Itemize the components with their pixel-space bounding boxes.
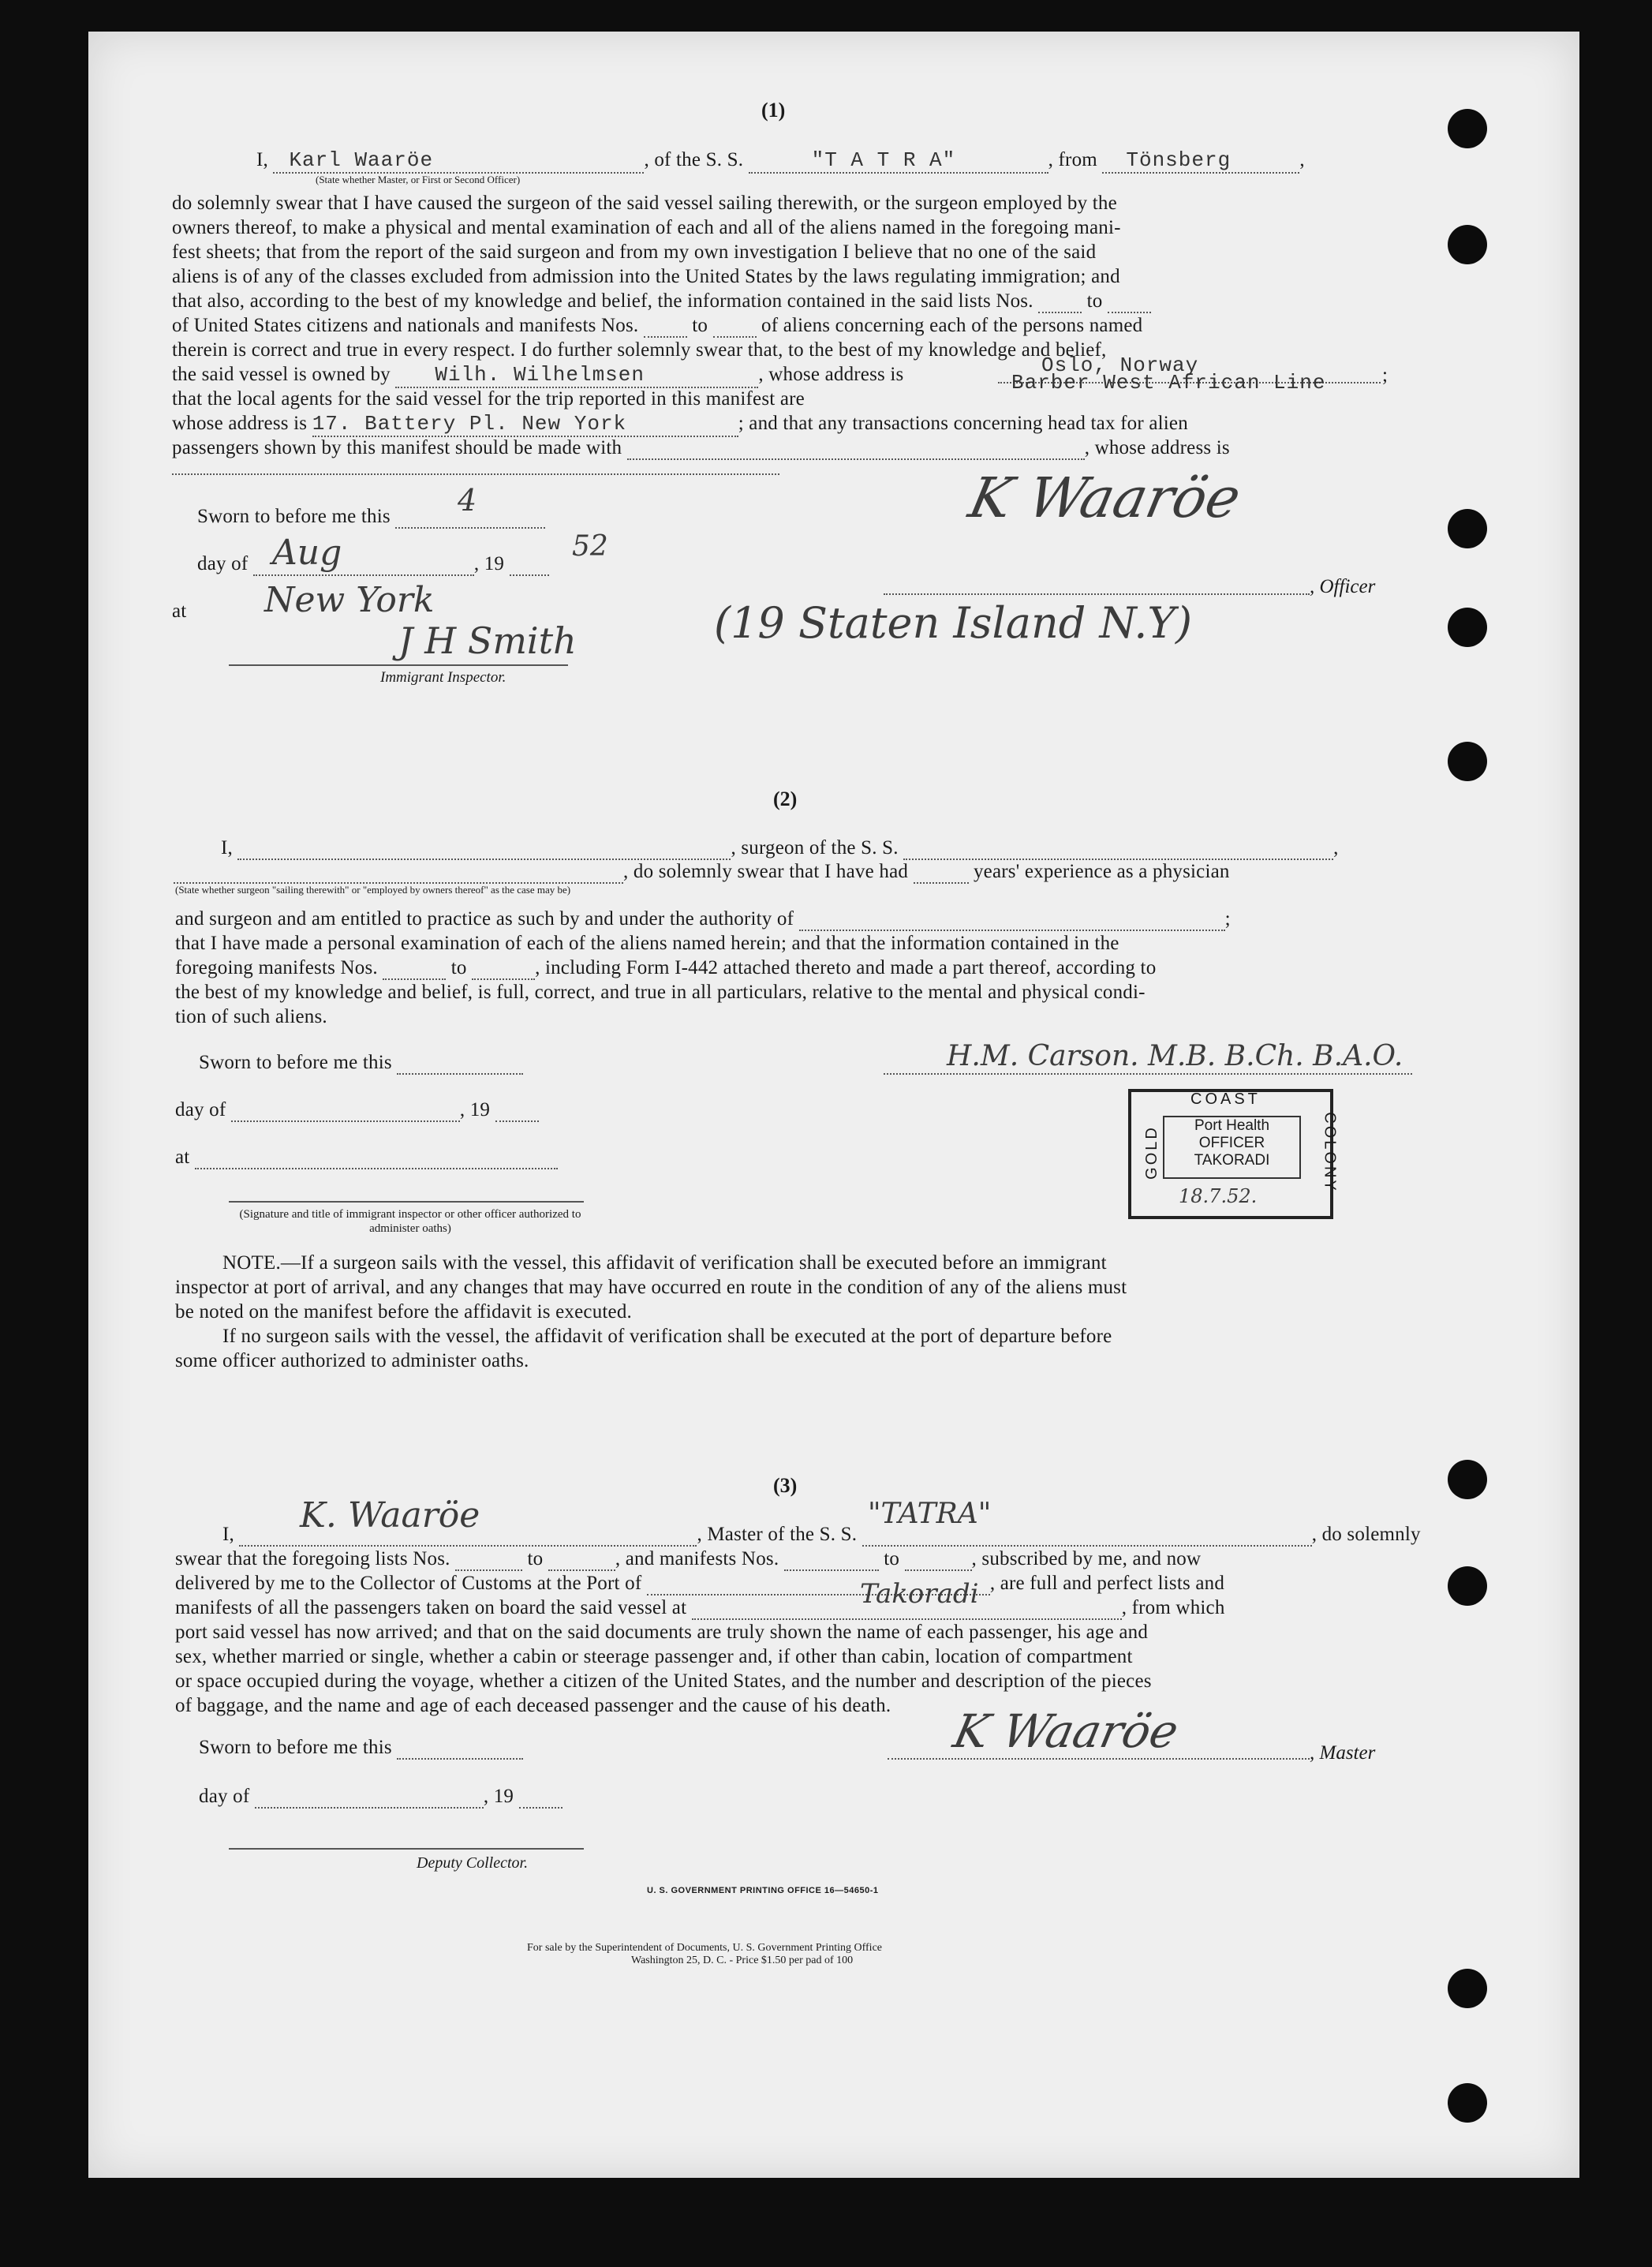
sworn-place: New York: [264, 580, 435, 620]
label: , do solemnly: [1311, 1524, 1421, 1545]
departure-port: Takoradi: [860, 1578, 979, 1610]
blank: [397, 1056, 523, 1075]
day-of-line-1: [197, 552, 549, 576]
label: ; and that any transactions concerning head tax for alien: [738, 413, 1188, 434]
section-2-line-1: I, , surgeon of the S. S. ,: [221, 837, 1339, 859]
section-2-line-2: [174, 860, 1230, 884]
sworn-month: Aug: [272, 533, 342, 573]
inspector-title: Immigrant Inspector.: [380, 669, 506, 686]
blank: [905, 1552, 972, 1571]
inspector-signature-line: [229, 664, 568, 666]
label: passengers shown by this manifest should be made with: [172, 437, 622, 458]
local-agents: Barber West African Line: [1011, 371, 1326, 395]
label: , Master of the S. S.: [697, 1524, 858, 1545]
body-line: do solemnly swear that I have caused the surgeon of the said vessel sailing therewith, or the surgeon employed by the: [172, 193, 1117, 214]
label: day of: [175, 1099, 226, 1120]
vessel-name: "T A T R A": [749, 148, 1048, 174]
label: of United States citizens and nationals and manifests Nos.: [172, 315, 639, 336]
note-line: If no surgeon sails with the vessel, the affidavit of verification shall be executed at the port of departure before: [222, 1326, 1112, 1347]
note-line: inspector at port of arrival, and any changes that may have occurred en route in the condition of any of the aliens must: [175, 1277, 1127, 1298]
blank-line: [172, 473, 779, 475]
master-signature-line: [888, 1758, 1310, 1760]
label: , surgeon of the S. S.: [731, 837, 899, 859]
binder-hole: [1448, 225, 1487, 264]
binder-hole: [1448, 509, 1487, 548]
authority-line: and surgeon and am entitled to practice as such by and under the authority of ;: [175, 908, 1231, 930]
stamp-right: COLONY: [1321, 1112, 1339, 1193]
label: of aliens concerning each of the persons named: [761, 315, 1143, 336]
body-line: owners thereof, to make a physical and mental examination of each and all of the aliens named in the foregoing mani-: [172, 217, 1121, 238]
officer-label: , Officer: [1310, 576, 1376, 597]
label: delivered by me to the Collector of Customs at the Port of: [175, 1573, 642, 1594]
label: years' experience as a physician: [973, 861, 1230, 882]
blank: [495, 1103, 539, 1122]
body-line: sex, whether married or single, whether a cabin or steerage passenger and, if other than cabin, location of compartment: [175, 1646, 1133, 1667]
sworn-line-2: [199, 1051, 523, 1075]
section-2-number: (2): [773, 787, 798, 810]
label: to: [692, 315, 708, 336]
master-signature: K Waaröe: [948, 1704, 1183, 1758]
label: that also, according to the best of my knowledge and belief, the information contained in the said lists Nos.: [172, 290, 1033, 312]
blank: [519, 1790, 563, 1809]
label: whose address is: [172, 413, 308, 434]
label: , do solemnly swear that I have had: [623, 861, 909, 882]
body-line: of baggage, and the name and age of each deceased passenger and the cause of his death.: [175, 1695, 891, 1716]
section-3-line-4: [175, 1596, 1225, 1620]
label: , 19: [473, 553, 505, 574]
label: , including Form I-442 attached thereto and made a part thereof, according to: [535, 957, 1157, 978]
blank: [237, 841, 731, 860]
stamp-date: 18.7.52.: [1179, 1185, 1258, 1207]
blank: [510, 557, 549, 576]
body-line: fest sheets; that from the report of the said surgeon and from my own investigation I believe that no one of the said: [172, 241, 1097, 263]
binder-hole: [1448, 1460, 1487, 1499]
blank: [397, 1741, 523, 1760]
at-line-1: [172, 600, 186, 623]
label: that the local agents for the said vessel for the trip reported in this manifest are: [172, 388, 805, 410]
label: , 19: [483, 1786, 514, 1807]
label: to: [884, 1548, 900, 1569]
body-line-5: [172, 290, 1151, 313]
body-line: tion of such aliens.: [175, 1006, 327, 1027]
blank: [1038, 294, 1082, 313]
label: Sworn to before me this: [197, 506, 391, 527]
blank: [713, 319, 757, 338]
body-line: therein is correct and true in every respect. I do further solemnly swear that, to the best of my knowledge and belief,: [172, 339, 1107, 361]
body-line-6: [172, 314, 1142, 338]
section-1-line-1: I, Karl Waaröe , of the S. S. "T A T R A" , from Tönsberg ,: [256, 148, 1305, 172]
sig-line: [229, 1201, 584, 1203]
binder-hole: [1448, 109, 1487, 148]
vessel-name-3: "TATRA": [868, 1498, 992, 1530]
label: to: [527, 1548, 544, 1569]
owner-line: [172, 363, 903, 388]
owner-name: Wilh. Wilhelmsen: [395, 363, 758, 388]
section-3-line-3: [175, 1572, 1224, 1596]
label: to: [450, 957, 467, 978]
label: , whose address is: [758, 364, 904, 385]
surgeon-signature-line: [884, 1073, 1412, 1075]
label: manifests of all the passengers taken on board the said vessel at: [175, 1597, 687, 1618]
label: , and manifests Nos.: [615, 1548, 779, 1569]
label: , 19: [459, 1099, 491, 1120]
from-port: Tönsberg: [1102, 148, 1299, 174]
label: , subscribed by me, and now: [971, 1548, 1202, 1569]
port-health-stamp: [1128, 1089, 1339, 1219]
collector-sig-line: [229, 1848, 584, 1850]
passengers-line: [172, 436, 1230, 460]
sworn-year: 52: [572, 530, 608, 563]
section-2-hint: (State whether surgeon "sailing therewith" or "employed by owners thereof" as the case may be): [175, 884, 571, 896]
label: , from which: [1121, 1597, 1225, 1618]
manifests-line: [175, 956, 1156, 980]
binder-hole: [1448, 608, 1487, 647]
stamp-line: Port Health: [1194, 1117, 1270, 1134]
blank: [231, 1103, 460, 1122]
agents-address: 17. Battery Pl. New York: [312, 412, 738, 437]
blank: [862, 1528, 1312, 1547]
blank: [914, 865, 969, 884]
agents-address-line: [172, 412, 1188, 437]
body-line: that I have made a personal examination of each of the aliens named herein; and that the information contained in the: [175, 933, 1119, 954]
label: , from: [1048, 149, 1097, 170]
at-line-2: [175, 1146, 558, 1169]
section-3-line-2: [175, 1547, 1201, 1571]
label: , of the S. S.: [644, 149, 744, 170]
surgeon-signature: H.M. Carson. M.B. B.Ch. B.A.O.: [947, 1040, 1403, 1072]
owner-address: Oslo, Norway: [1041, 354, 1199, 377]
label: Sworn to before me this: [199, 1052, 392, 1073]
sworn-line-1: [197, 505, 545, 529]
blank: [455, 1552, 522, 1571]
label: foregoing manifests Nos.: [175, 957, 378, 978]
binder-hole: [1448, 742, 1487, 781]
blank: [644, 319, 687, 338]
inspector-signature: J H Smith: [398, 619, 577, 662]
blank: [383, 961, 446, 980]
note-line: be noted on the manifest before the affidavit is executed.: [175, 1301, 632, 1322]
handwritten-note: (19 Staten Island N.Y): [714, 598, 1193, 648]
blank: [903, 841, 1333, 860]
body-line: the best of my knowledge and belief, is full, correct, and true in all particulars, relative to the mental and physical condi-: [175, 982, 1146, 1003]
label: swear that the foregoing lists Nos.: [175, 1548, 450, 1569]
agents-line: [172, 387, 805, 411]
label: day of: [199, 1786, 250, 1807]
sworn-day: 4: [458, 483, 477, 518]
label: , whose address is: [1084, 437, 1230, 458]
day-of-line-2: [175, 1098, 539, 1122]
note-line: [222, 1251, 1107, 1275]
binder-hole: [1448, 2083, 1487, 2123]
label: I,: [222, 1524, 234, 1545]
blank: [472, 961, 535, 980]
blank: [174, 865, 623, 884]
sworn-line-3: [199, 1736, 523, 1760]
officer-signature-line: [884, 593, 1310, 595]
day-of-line-3: [199, 1785, 563, 1809]
label: at: [172, 600, 187, 622]
body-line: or space occupied during the voyage, whether a citizen of the United States, and the number and description of the pieces: [175, 1670, 1152, 1692]
blank: [799, 912, 1225, 931]
master-name: Karl Waaröe: [273, 148, 644, 174]
semicolon: ;: [1382, 365, 1388, 386]
body-line: port said vessel has now arrived; and that on the said documents are truly shown the name of each passenger, his age and: [175, 1622, 1149, 1643]
label: at: [175, 1147, 190, 1168]
stamp-line: OFFICER: [1198, 1135, 1265, 1151]
blank: [195, 1150, 558, 1169]
section-3-number: (3): [773, 1474, 798, 1497]
master-label: , Master: [1310, 1742, 1376, 1764]
label: I,: [256, 149, 268, 170]
body-line: aliens is of any of the classes excluded from admission into the United States by the laws regulating immigration; and: [172, 266, 1120, 287]
label: to: [1086, 290, 1103, 312]
section-1-hint: (State whether Master, or First or Second Officer): [316, 174, 521, 185]
gpo-line: U. S. GOVERNMENT PRINTING OFFICE 16—54650-1: [647, 1886, 879, 1895]
label: the said vessel is owned by: [172, 364, 391, 385]
blank: [548, 1552, 615, 1571]
stamp-line: TAKORADI: [1194, 1152, 1270, 1169]
blank: [784, 1552, 879, 1571]
collector-title: Deputy Collector.: [417, 1854, 529, 1872]
note-text: NOTE.—If a surgeon sails with the vessel, this affidavit of verification shall be executed before an immigrant: [222, 1252, 1107, 1274]
label: , are full and perfect lists and: [989, 1573, 1225, 1594]
stamp-left: GOLD: [1142, 1125, 1161, 1180]
label: I,: [221, 837, 233, 859]
binder-hole: [1448, 1566, 1487, 1606]
sig-caption: (Signature and title of immigrant inspector or other officer authorized to administer oaths): [239, 1208, 581, 1235]
officer-signature: K Waaröe: [963, 466, 1246, 530]
blank: [627, 441, 1085, 460]
label: and surgeon and am entitled to practice as such by and under the authority of: [175, 908, 794, 930]
section-1-number: (1): [761, 99, 786, 122]
blank: [255, 1790, 484, 1809]
blank: [1108, 294, 1151, 313]
label: day of: [197, 553, 249, 574]
label: Sworn to before me this: [199, 1737, 392, 1758]
sale-line-1: For sale by the Superintendent of Documents, U. S. Government Printing Office: [527, 1942, 882, 1954]
stamp-top: COAST: [1190, 1090, 1261, 1108]
stamp-center: [1163, 1116, 1301, 1179]
note-line: some officer authorized to administer oaths.: [175, 1350, 529, 1371]
master-name-3: K. Waaröe: [300, 1495, 480, 1536]
binder-hole: [1448, 1969, 1487, 2008]
sale-line-2: Washington 25, D. C. - Price $1.50 per pad of 100: [631, 1955, 854, 1966]
